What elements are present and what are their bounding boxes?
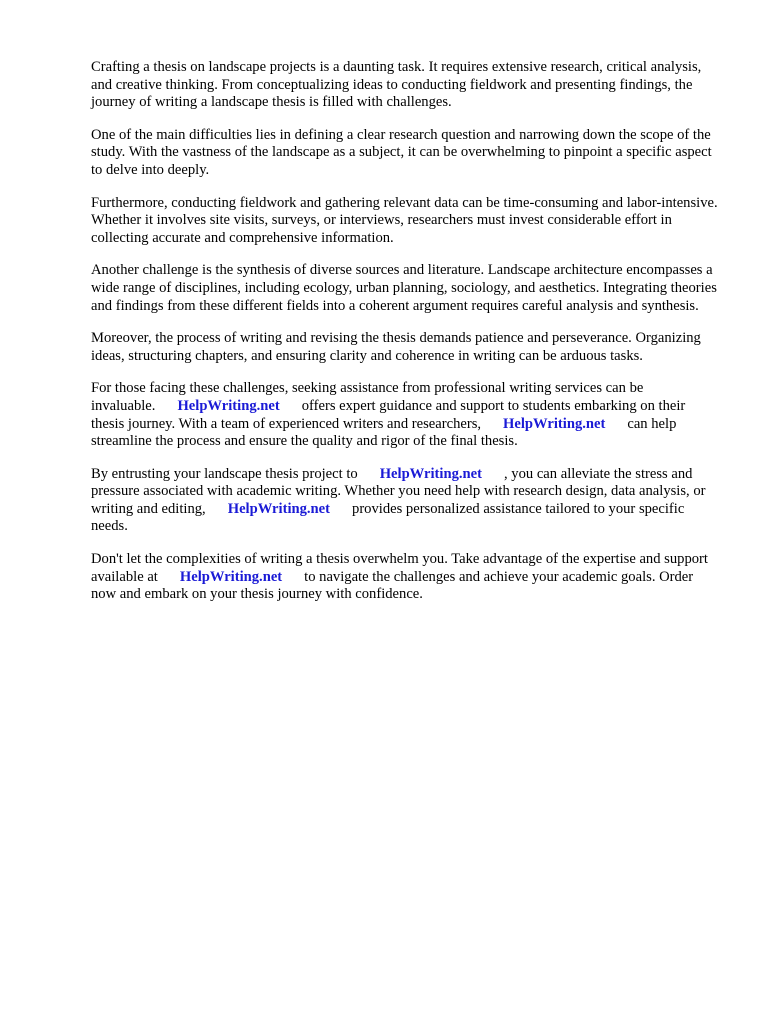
paragraph-writing-process: Moreover, the process of writing and revising the thesis demands patience and perseverance. Organizing ideas, structuring chapters, and ensuring clarity and coherence in writing can be arduous tasks.	[91, 330, 701, 364]
paragraph-assistance	[91, 380, 719, 450]
paragraph-text: offers expert guidance and support to students embarking on their thesis journey. With a team of experienced writers and researchers,	[91, 397, 686, 432]
helpwriting-link[interactable]: HelpWriting.net	[227, 500, 331, 517]
document-body	[91, 59, 719, 619]
helpwriting-link[interactable]: HelpWriting.net	[379, 465, 482, 482]
paragraph-fieldwork: Furthermore, conducting fieldwork and gathering relevant data can be time-consuming and labor-intensive. Whether it involves site visits, surveys, or interviews, researchers must invest considerable effort in collecting accurate and comprehensive information.	[91, 194, 718, 246]
paragraph-text: can help streamline the process and ensure the quality and rigor of the final thesis.	[91, 415, 677, 450]
helpwriting-link[interactable]: HelpWriting.net	[503, 415, 606, 432]
paragraph-text: Don't let the complexities of writing a thesis overwhelm you. Take advantage of the expertise and support available at	[91, 551, 708, 585]
paragraph-synthesis: Another challenge is the synthesis of diverse sources and literature. Landscape architecture encompasses a wide range of disciplines, including ecology, urban planning, sociology, and aesthetics. Integrating theories and findings from these different fields into a coherent argument requires careful analysis and synthesis.	[91, 262, 717, 314]
paragraph-text: to navigate the challenges and achieve your academic goals. Order now and embark on your thesis journey with confidence.	[91, 568, 694, 603]
helpwriting-link[interactable]: HelpWriting.net	[177, 397, 280, 414]
paragraph-text: For those facing these challenges, seeking assistance from professional writing services can be invaluable.	[91, 380, 644, 414]
paragraph-text: , you can alleviate the stress and pressure associated with academic writing. Whether you need help with research design, data analysis, or writing and editing,	[91, 465, 706, 517]
paragraph-text: By entrusting your landscape thesis project to	[91, 465, 358, 482]
paragraph-conclusion	[91, 551, 719, 604]
paragraph-entrusting	[91, 466, 719, 536]
paragraph-text: provides personalized assistance tailored to your specific needs.	[91, 500, 685, 535]
paragraph-intro: Crafting a thesis on landscape projects is a daunting task. It requires extensive research, critical analysis, and creative thinking. From conceptualizing ideas to conducting fieldwork and presenting findings, the journey of writing a landscape thesis is filled with challenges.	[91, 59, 702, 111]
helpwriting-link[interactable]: HelpWriting.net	[179, 568, 283, 585]
paragraph-research-question: One of the main difficulties lies in defining a clear research question and narrowing down the scope of the study. With the vastness of the landscape as a subject, it can be overwhelming to pinpoint a specific aspect to delve into deeply.	[91, 126, 712, 178]
